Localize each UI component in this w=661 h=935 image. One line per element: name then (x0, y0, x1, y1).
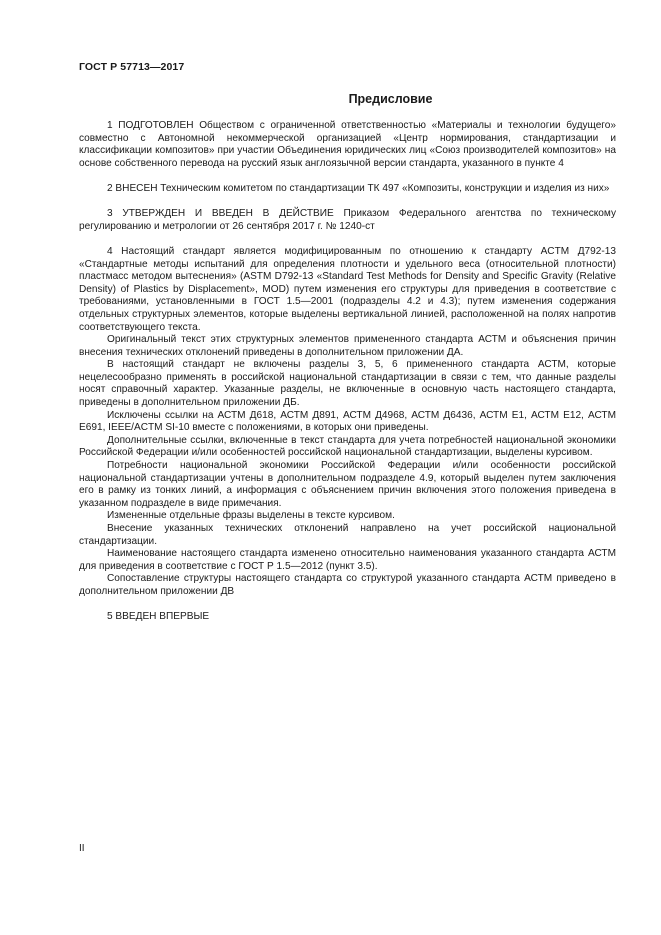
paragraph-national-needs: Потребности национальной экономики Российской Федерации и/или особенности российской национальной стандартизации учтены в дополнительном подразделе 4.9, который выделен путем заключения его в рамку из тонких линий, а информация с объяснением причин включения этого положения приведена в указанном подразделе в виде примечания. (79, 460, 616, 509)
paragraph-deviations: Внесение указанных технических отклонений направлено на учет российской национальной стандартизации. (79, 523, 616, 547)
section-title: Предисловие (348, 92, 433, 106)
document-code: ГОСТ Р 57713—2017 (79, 61, 185, 73)
paragraph-prepared: 1 ПОДГОТОВЛЕН Обществом с ограниченной ответственностью «Материалы и технологии будущего» совместно с Автономной некоммерческой организацией «Центр нормирования, стандартизации и классификации композитов» при участии Объединения юридических лиц «Союз производителей композитов» на основе собственного перевода на русский язык англоязычной версии стандарта, указанного в пункте 4 (79, 120, 616, 169)
paragraph-excluded-sections: В настоящий стандарт не включены разделы 3, 5, 6 примененного стандарта АСТМ, которые нецелесообразно применять в российской национальной стандартизации в связи с тем, что данные разделы носят справочный характер. Указанные разделы, не включенные в основную часть настоящего стандарта, приведены в дополнительном приложении ДБ. (79, 359, 616, 409)
paragraph-original-text: Оригинальный текст этих структурных элементов примененного стандарта АСТМ и объяснения причин внесения технических отклонений приведены в дополнительном приложении ДА. (79, 334, 616, 358)
paragraph-approved: 3 УТВЕРЖДЕН И ВВЕДЕН В ДЕЙСТВИЕ Приказом Федерального агентства по техническому регулированию и метрологии от 26 сентября 2017 г. № 1240-ст (79, 208, 616, 232)
paragraph-first-introduced: 5 ВВЕДЕН ВПЕРВЫЕ (107, 611, 210, 623)
foreword-body (79, 120, 616, 624)
paragraph-name-change: Наименование настоящего стандарта изменено относительно наименования указанного стандарта АСТМ для приведения в соответствие с ГОСТ Р 1.5—2012 (пункт 3.5). (79, 548, 616, 572)
paragraph-excluded-refs: Исключены ссылки на АСТМ Д618, АСТМ Д891, АСТМ Д4968, АСТМ Д6436, АСТМ Е1, АСТМ Е12, АСТМ Е691, IEEE/ACTM SI-10 вместе с положениями, в которых они приведены. (79, 409, 616, 434)
paragraph-changed-phrases: Измененные отдельные фразы выделены в тексте курсивом. (107, 510, 395, 522)
paragraph-additional-refs: Дополнительные ссылки, включенные в текст стандарта для учета потребностей национальной экономики Российской Федерации и/или особенностей российской национальной стандартизации, выделены курсивом. (79, 434, 616, 459)
paragraph-modified: 4 Настоящий стандарт является модифицированным по отношению к стандарту ACTM Д792-13 «Стандартные методы испытаний для определения плотности и удельного веса (относительной плотности) пластмасс методом вытеснения» (ASTM D792-13 «Standard Test Methods for Density and Specific Gravity (Relative Density) of Plastics by Displacement», MOD) путем изменения его структуры для приведения в соответствие с требованиями, установленными в ГОСТ 1.5—2001 (подразделы 4.2 и 4.3); путем изменения содержания отдельных структурных элементов, которые выделены вертикальной линией, расположенной на полях напротив соответствующего текста. (79, 245, 616, 333)
page-number: II (79, 843, 85, 854)
paragraph-introduced: 2 ВНЕСЕН Техническим комитетом по стандартизации ТК 497 «Композиты, конструкции и изделия из них» (107, 182, 610, 194)
paragraph-structure-comparison: Сопоставление структуры настоящего стандарта со структурой указанного стандарта АСТМ приведено в дополнительном приложении ДВ (79, 573, 616, 597)
